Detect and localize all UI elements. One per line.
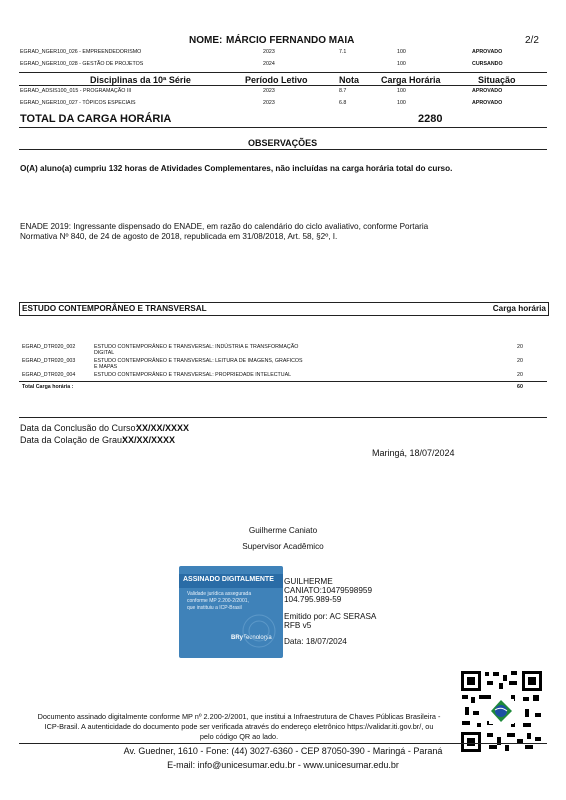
- total-label: TOTAL DA CARGA HORÁRIA: [20, 113, 172, 125]
- estudo-code: EGRAD_DTR020_002: [22, 344, 76, 350]
- colacao-date: XX/XX/XXXX: [122, 435, 176, 445]
- grade: 8.7: [339, 88, 347, 94]
- stamp-title: ASSINADO DIGITALMENTE: [183, 576, 274, 583]
- signer-issuer-version: RFB v5: [284, 621, 312, 630]
- digital-signature-stamp: [179, 566, 283, 658]
- discipline-code: EGRAD_NGER100_026 - EMPREENDEDORISMO: [20, 49, 142, 55]
- divider: [19, 743, 547, 744]
- signer-date: Data: 18/07/2024: [284, 637, 347, 646]
- discipline-code: EGRAD_ADSIS100_015 - PROGRAMAÇÃO III: [20, 88, 132, 94]
- footer-contact: E-mail: info@unicesumar.edu.br - www.unicesumar.edu.br: [167, 760, 399, 770]
- estudo-hours-header: Carga horária: [492, 304, 546, 313]
- signer-role: Supervisor Acadêmico: [242, 542, 324, 551]
- conclusion-date: XX/XX/XXXX: [136, 423, 190, 433]
- stamp-pattern: [239, 611, 279, 651]
- grade: 7.1: [339, 49, 347, 55]
- estudo-title: ESTUDO CONTEMPORÂNEO E TRANSVERSAL: [22, 304, 207, 313]
- stamp-line3: que instituiu a ICP-Brasil: [187, 605, 242, 611]
- student-name: MÁRCIO FERNANDO MAIA: [226, 35, 355, 46]
- total-value: 2280: [418, 113, 443, 125]
- signer-name: Guilherme Caniato: [248, 526, 318, 535]
- signer-line3: 104.795.989-59: [284, 595, 342, 604]
- estudo-header: [19, 302, 549, 316]
- enade-note-line2: Normativa Nº 840, de 24 de agosto de 2018, republicada em 31/08/2018, Art. 58, §2º, I.: [20, 232, 338, 241]
- estudo-desc: ESTUDO CONTEMPORÂNEO E TRANSVERSAL: INDÚSTRIA E TRANSFORMAÇÃO: [94, 344, 299, 350]
- estudo-hours: 20: [517, 372, 523, 378]
- qr-code: [459, 669, 544, 754]
- col-status-header: Situação: [478, 75, 516, 85]
- discipline-code: EGRAD_NGER100_027 - TÓPICOS ESPECIAIS: [20, 100, 136, 106]
- signer-line1: GUILHERME: [284, 577, 333, 586]
- status: APROVADO: [472, 88, 503, 94]
- status: APROVADO: [472, 100, 503, 106]
- hours: 100: [397, 49, 406, 55]
- hours: 100: [397, 61, 406, 67]
- status: APROVADO: [472, 49, 503, 55]
- stamp-brand-name: BRy: [231, 635, 244, 641]
- signer-line2: CANIATO:10479598959: [284, 586, 372, 595]
- divider: [19, 417, 547, 418]
- col-discipline-header: Disciplinas da 10ª Série: [90, 75, 191, 85]
- estudo-desc-cont: E MAPAS: [94, 364, 118, 370]
- divider: [19, 72, 547, 73]
- name-label: NOME:: [189, 35, 223, 46]
- conclusion-label: Data da Conclusão do Curso:: [20, 423, 139, 433]
- place-date: Maringá, 18/07/2024: [372, 448, 455, 458]
- enade-note-line1: ENADE 2019: Ingressante dispensado do ENADE, em razão do calendário do ciclo avaliativo, conforme Portaria: [20, 222, 429, 231]
- period: 2023: [263, 100, 275, 106]
- col-period-header: Período Letivo: [245, 75, 308, 85]
- activities-note: O(A) aluno(a) cumpriu 132 horas de Atividades Complementares, não incluídas na carga horária total do curso.: [20, 164, 453, 173]
- period: 2023: [263, 88, 275, 94]
- divider: [19, 127, 547, 128]
- hours: 100: [397, 88, 406, 94]
- legal-line1: Documento assinado digitalmente conforme MP nº 2.200-2/2001, que institui a Infraestrutura de Chaves Públicas Brasileira -: [37, 712, 441, 721]
- divider: [19, 381, 547, 382]
- legal-line2: ICP-Brasil. A autenticidade do documento pode ser verificada através do endereço eletrônico https://validar.iti.gov.br/, ou: [44, 722, 434, 731]
- period: 2023: [263, 49, 275, 55]
- status: CURSANDO: [472, 61, 503, 67]
- signer-issuer: Emitido por: AC SERASA: [284, 612, 377, 621]
- qr-code-graphic: [459, 669, 544, 754]
- estudo-desc: ESTUDO CONTEMPORÂNEO E TRANSVERSAL: PROPRIEDADE INTELECTUAL: [94, 372, 292, 378]
- estudo-total-value: 60: [517, 384, 523, 390]
- legal-line3: pelo código QR ao lado.: [199, 732, 279, 741]
- hours: 100: [397, 100, 406, 106]
- estudo-code: EGRAD_DTR020_003: [22, 358, 76, 364]
- observations-title: OBSERVAÇÕES: [248, 138, 318, 148]
- estudo-hours: 20: [517, 344, 523, 350]
- grade: 6.8: [339, 100, 347, 106]
- discipline-code: EGRAD_NGER100_028 - GESTÃO DE PROJETOS: [20, 61, 144, 67]
- estudo-hours: 20: [517, 358, 523, 364]
- estudo-total-label: Total Carga horária :: [22, 384, 74, 390]
- stamp-brand-suffix: Tecnologia: [243, 635, 272, 641]
- estudo-code: EGRAD_DTR020_004: [22, 372, 76, 378]
- stamp-line2: conforme MP 2.200-2/2001,: [187, 598, 249, 604]
- colacao-label: Data da Colação de Grau:: [20, 435, 125, 445]
- page-number: 2/2: [525, 35, 539, 46]
- divider: [19, 85, 547, 86]
- estudo-desc: ESTUDO CONTEMPORÂNEO E TRANSVERSAL: LEITURA DE IMAGENS, GRAFICOS: [94, 358, 303, 364]
- divider: [19, 149, 547, 150]
- stamp-line1: Validade jurídica assegurada: [187, 591, 252, 597]
- col-grade-header: Nota: [339, 75, 359, 85]
- period: 2024: [263, 61, 275, 67]
- estudo-desc-cont: DIGITAL: [94, 350, 115, 356]
- col-hours-header: Carga Horária: [381, 75, 441, 85]
- footer-address: Av. Guedner, 1610 - Fone: (44) 3027-6360 - CEP 87050-390 - Maringá - Paraná: [123, 746, 443, 756]
